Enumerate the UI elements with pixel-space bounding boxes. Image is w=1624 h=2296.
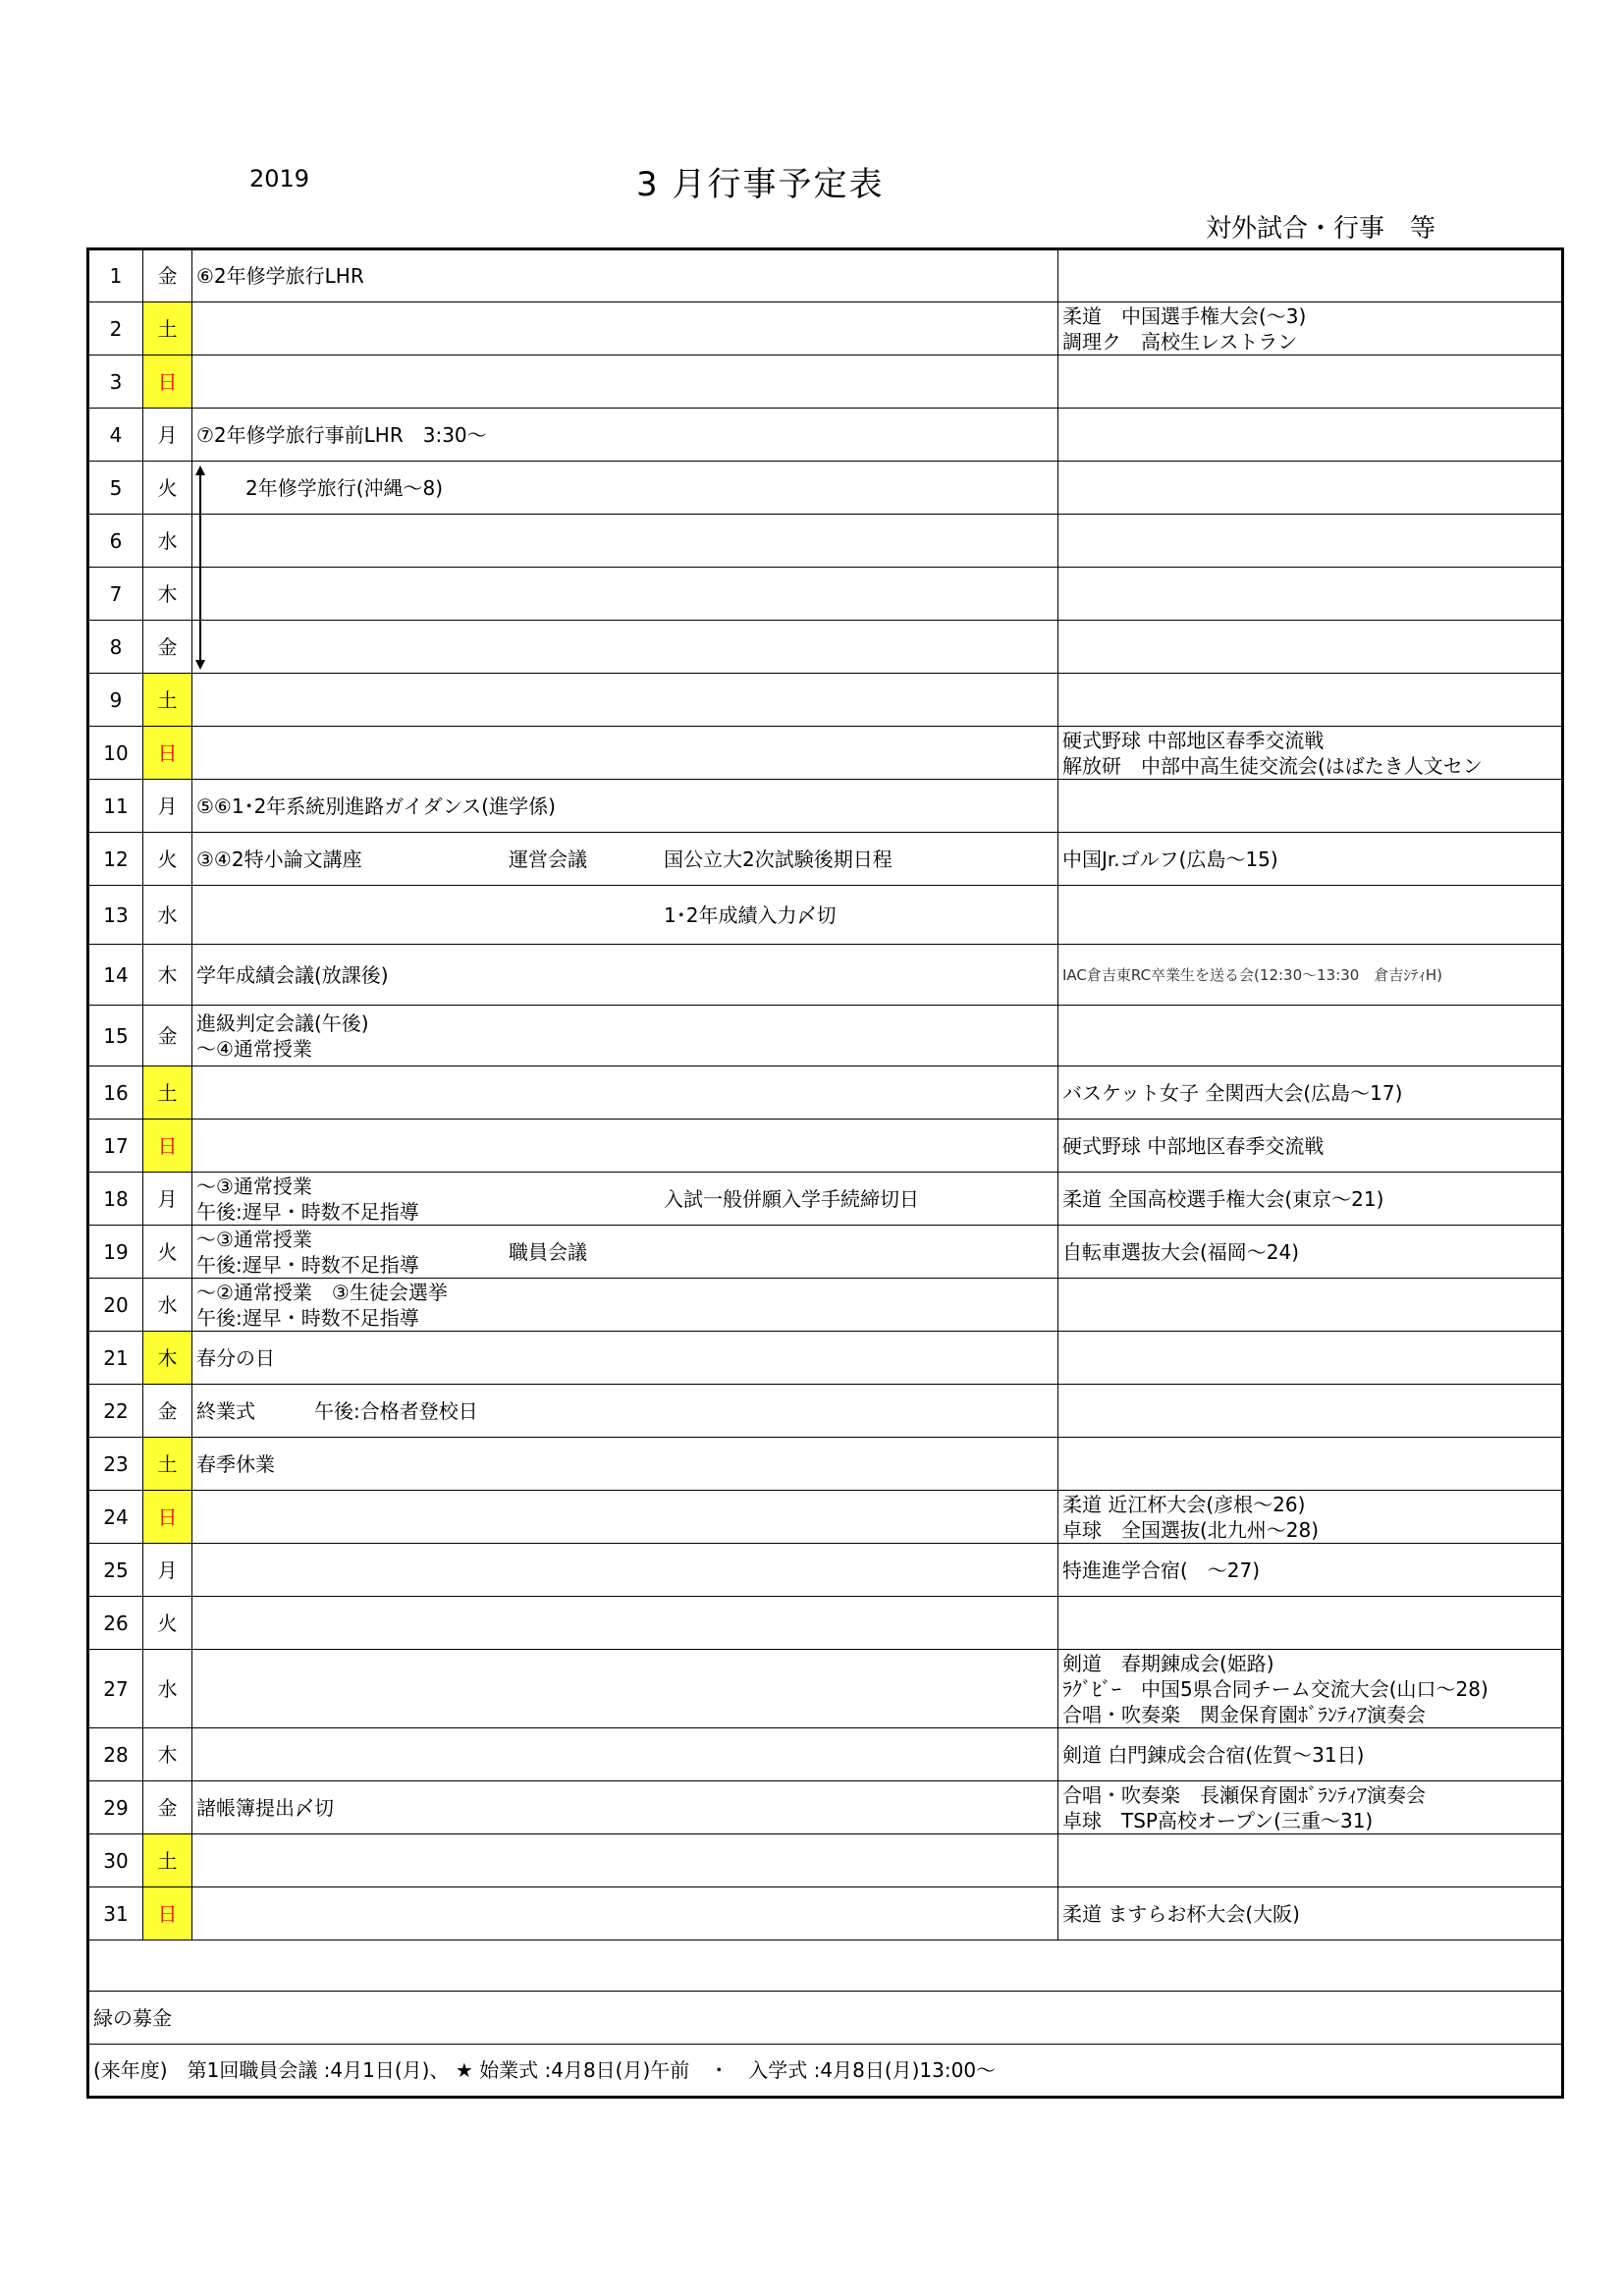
- day-number: 18: [88, 1173, 143, 1226]
- school-events-cell: [192, 515, 1058, 568]
- weekday: 土: [143, 302, 192, 355]
- external-events-cell: [1058, 780, 1563, 833]
- external-events-cell: [1058, 1728, 1563, 1781]
- external-event: 柔道 全国高校選手権大会(東京～21): [1062, 1186, 1384, 1211]
- day-number: 1: [88, 249, 143, 302]
- weekday: 金: [143, 1006, 192, 1066]
- external-event: 卓球 TSP高校オープン(三重～31): [1062, 1808, 1374, 1832]
- external-event: 自転車選抜大会(福岡～24): [1062, 1239, 1300, 1264]
- external-events-cell: [1058, 1597, 1563, 1650]
- day-number: 6: [88, 515, 143, 568]
- external-event: 卓球 全国選抜(北九州～28): [1062, 1517, 1320, 1542]
- green-fund-note: 緑の募金: [88, 1992, 1563, 2045]
- table-row: [88, 1226, 1563, 1279]
- weekday: 日: [143, 1887, 192, 1941]
- school-events-cell: [192, 1728, 1058, 1781]
- school-events-cell: [192, 568, 1058, 621]
- day-number: 29: [88, 1781, 143, 1834]
- school-event: ～③通常授業: [196, 1174, 312, 1198]
- external-events-cell: [1058, 945, 1563, 1006]
- table-row: [88, 1066, 1563, 1120]
- school-event: ⑤⑥1･2年系統別進路ガイダンス(進学係): [196, 793, 556, 818]
- day-number: 4: [88, 409, 143, 462]
- external-events-cell: [1058, 1173, 1563, 1226]
- day-number: 26: [88, 1597, 143, 1650]
- external-events-cell: [1058, 462, 1563, 515]
- weekday: 木: [143, 1728, 192, 1781]
- weekday: 土: [143, 1438, 192, 1491]
- external-event: 合唱・吹奏楽 関金保育園ﾎﾞﾗﾝﾃｨｱ演奏会: [1062, 1702, 1426, 1726]
- school-events-cell: [192, 1006, 1058, 1066]
- table-row: [88, 515, 1563, 568]
- day-number: 17: [88, 1120, 143, 1173]
- table-row: [88, 1650, 1563, 1728]
- table-row: [88, 355, 1563, 409]
- weekday: 土: [143, 1834, 192, 1887]
- school-event: ～③通常授業: [196, 1227, 312, 1251]
- day-number: 5: [88, 462, 143, 515]
- school-events-cell: [192, 1279, 1058, 1332]
- external-event: IAC倉吉東RC卒業生を送る会(12:30～13:30 倉吉ｼﾃｨH): [1062, 965, 1442, 984]
- school-events-cell: [192, 409, 1058, 462]
- school-event: 春季休業: [196, 1451, 275, 1476]
- table-row: [88, 1279, 1563, 1332]
- external-events-cell: [1058, 515, 1563, 568]
- external-events-cell: [1058, 1332, 1563, 1385]
- school-events-cell: [192, 249, 1058, 302]
- external-event: バスケット女子 全関西大会(広島～17): [1062, 1080, 1403, 1105]
- table-row: [88, 945, 1563, 1006]
- school-events-cell: [192, 1332, 1058, 1385]
- weekday: 金: [143, 621, 192, 674]
- weekday: 日: [143, 1120, 192, 1173]
- weekday: 火: [143, 462, 192, 515]
- schedule-footer: [88, 1941, 1563, 2098]
- external-events-cell: [1058, 1438, 1563, 1491]
- day-number: 12: [88, 833, 143, 886]
- weekday: 日: [143, 727, 192, 780]
- school-events-cell: [192, 1544, 1058, 1597]
- school-events-cell: [192, 302, 1058, 355]
- weekday: 月: [143, 1544, 192, 1597]
- external-events-cell: [1058, 727, 1563, 780]
- day-number: 8: [88, 621, 143, 674]
- next-year-note: (来年度) 第1回職員会議 :4月1日(月)、 ★ 始業式 :4月8日(月)午前 ・ 入学式 :4月8日(月)13:00～: [88, 2045, 1563, 2098]
- external-events-cell: [1058, 1279, 1563, 1332]
- day-number: 30: [88, 1834, 143, 1887]
- weekday: 火: [143, 1597, 192, 1650]
- external-events-cell: [1058, 1006, 1563, 1066]
- table-row: [88, 409, 1563, 462]
- day-number: 28: [88, 1728, 143, 1781]
- weekday: 土: [143, 674, 192, 727]
- external-event: 柔道 中国選手権大会(～3): [1062, 303, 1307, 328]
- arrow-head-down: [195, 660, 205, 670]
- school-event: ～②通常授業 ③生徒会選挙: [196, 1280, 448, 1304]
- external-events-cell: [1058, 886, 1563, 945]
- school-events-cell: [192, 1781, 1058, 1834]
- school-event: ③④2特小論文講座: [196, 847, 362, 871]
- table-row: [88, 1491, 1563, 1544]
- day-number: 2: [88, 302, 143, 355]
- weekday: 金: [143, 249, 192, 302]
- school-event: 終業式 午後:合格者登校日: [196, 1398, 478, 1423]
- table-row: [88, 780, 1563, 833]
- weekday: 水: [143, 1279, 192, 1332]
- day-number: 27: [88, 1650, 143, 1728]
- external-events-cell: [1058, 302, 1563, 355]
- table-row: [88, 1120, 1563, 1173]
- weekday: 火: [143, 833, 192, 886]
- external-event: 合唱・吹奏楽 長瀬保育園ﾎﾞﾗﾝﾃｨｱ演奏会: [1062, 1782, 1426, 1807]
- school-event: ⑦2年修学旅行事前LHR 3:30～: [196, 422, 487, 447]
- year-label: 2019: [249, 165, 310, 192]
- school-events-cell: [192, 1385, 1058, 1438]
- day-number: 11: [88, 780, 143, 833]
- table-row: [88, 1385, 1563, 1438]
- table-row: [88, 1887, 1563, 1941]
- table-row: [88, 1597, 1563, 1650]
- schedule-body: [88, 249, 1563, 1941]
- school-event-right: 1･2年成績入力〆切: [664, 902, 837, 927]
- day-number: 3: [88, 355, 143, 409]
- school-events-cell: [192, 727, 1058, 780]
- school-event-right: 入試一般併願入学手続締切日: [664, 1186, 919, 1211]
- weekday: 水: [143, 1650, 192, 1728]
- school-event: 午後:遅早・時数不足指導: [196, 1252, 419, 1277]
- external-events-cell: [1058, 1385, 1563, 1438]
- table-row: [88, 674, 1563, 727]
- table-row: [88, 621, 1563, 674]
- external-events-cell: [1058, 1491, 1563, 1544]
- table-row: [88, 1438, 1563, 1491]
- external-events-cell: [1058, 833, 1563, 886]
- external-events-cell: [1058, 1834, 1563, 1887]
- table-row: [88, 1332, 1563, 1385]
- table-row: [88, 1781, 1563, 1834]
- external-events-cell: [1058, 355, 1563, 409]
- trip-duration-arrow: [192, 465, 208, 670]
- weekday: 木: [143, 1332, 192, 1385]
- day-number: 16: [88, 1066, 143, 1120]
- external-events-cell: [1058, 1781, 1563, 1834]
- school-events-cell: [192, 1173, 1058, 1226]
- external-events-cell: [1058, 1544, 1563, 1597]
- weekday: 月: [143, 780, 192, 833]
- external-events-cell: [1058, 1120, 1563, 1173]
- table-row: [88, 727, 1563, 780]
- external-event: 中国Jr.ゴルフ(広島～15): [1062, 847, 1278, 871]
- school-events-cell: [192, 833, 1058, 886]
- day-number: 31: [88, 1887, 143, 1941]
- page-title: 3 月行事予定表: [636, 165, 885, 204]
- school-event-mid: 職員会議: [509, 1239, 587, 1264]
- day-number: 13: [88, 886, 143, 945]
- school-events-cell: [192, 1226, 1058, 1279]
- day-number: 20: [88, 1279, 143, 1332]
- footer-blank-row: [88, 1941, 1563, 1992]
- school-event: 学年成績会議(放課後): [196, 962, 389, 987]
- school-event: 諸帳簿提出〆切: [196, 1795, 334, 1820]
- external-events-cell: [1058, 621, 1563, 674]
- weekday: 月: [143, 409, 192, 462]
- school-event: 春分の日: [196, 1345, 275, 1370]
- weekday: 土: [143, 1066, 192, 1120]
- table-row: [88, 1728, 1563, 1781]
- external-events-cell: [1058, 1066, 1563, 1120]
- day-number: 7: [88, 568, 143, 621]
- day-number: 25: [88, 1544, 143, 1597]
- external-events-cell: [1058, 568, 1563, 621]
- school-events-cell: [192, 945, 1058, 1006]
- table-row: [88, 462, 1563, 515]
- school-events-cell: [192, 674, 1058, 727]
- day-number: 9: [88, 674, 143, 727]
- table-row: [88, 886, 1563, 945]
- weekday: 木: [143, 945, 192, 1006]
- weekday: 日: [143, 355, 192, 409]
- school-events-cell: [192, 780, 1058, 833]
- weekday: 木: [143, 568, 192, 621]
- school-events-cell: [192, 1597, 1058, 1650]
- external-events-cell: [1058, 1226, 1563, 1279]
- school-event: 午後:遅早・時数不足指導: [196, 1199, 419, 1224]
- external-event: 解放研 中部中高生徒交流会(はばたき人文セン: [1062, 753, 1483, 778]
- external-event: 調理ク 高校生レストラン: [1062, 329, 1298, 354]
- external-event: 硬式野球 中部地区春季交流戦: [1062, 1133, 1325, 1158]
- external-events-cell: [1058, 1650, 1563, 1728]
- day-number: 15: [88, 1006, 143, 1066]
- day-number: 19: [88, 1226, 143, 1279]
- school-event-right: 国公立大2次試験後期日程: [664, 847, 893, 871]
- weekday: 水: [143, 886, 192, 945]
- school-event: 午後:遅早・時数不足指導: [196, 1305, 419, 1330]
- weekday: 日: [143, 1491, 192, 1544]
- school-events-cell: [192, 1650, 1058, 1728]
- day-number: 22: [88, 1385, 143, 1438]
- external-event: ﾗｸﾞﾋﾞｰ 中国5県合同チーム交流大会(山口～28): [1062, 1676, 1489, 1701]
- external-events-cell: [1058, 674, 1563, 727]
- school-events-cell: [192, 1066, 1058, 1120]
- school-events-cell: [192, 1438, 1058, 1491]
- table-row: [88, 1834, 1563, 1887]
- table-row: [88, 833, 1563, 886]
- school-events-cell: [192, 355, 1058, 409]
- day-number: 21: [88, 1332, 143, 1385]
- weekday: 月: [143, 1173, 192, 1226]
- table-row: [88, 1006, 1563, 1066]
- weekday: 水: [143, 515, 192, 568]
- external-event: 硬式野球 中部地区春季交流戦: [1062, 728, 1325, 752]
- school-events-cell: [192, 1887, 1058, 1941]
- external-event: 柔道 ますらお杯大会(大阪): [1062, 1901, 1300, 1926]
- school-events-cell: [192, 1834, 1058, 1887]
- external-event: 剣道 春期錬成会(姫路): [1062, 1651, 1274, 1675]
- school-events-cell: [192, 886, 1058, 945]
- school-event: ⑥2年修学旅行LHR: [196, 264, 364, 288]
- table-row: [88, 568, 1563, 621]
- external-event: 特進進学合宿( ～27): [1062, 1558, 1261, 1582]
- weekday: 火: [143, 1226, 192, 1279]
- day-number: 14: [88, 945, 143, 1006]
- school-events-cell: [192, 1491, 1058, 1544]
- weekday: 金: [143, 1385, 192, 1438]
- day-number: 24: [88, 1491, 143, 1544]
- school-event: 2年修学旅行(沖縄～8): [226, 475, 444, 500]
- school-event-mid: 運営会議: [509, 847, 587, 871]
- external-events-heading: 対外試合・行事 等: [1206, 214, 1436, 244]
- school-events-cell: [192, 462, 1058, 515]
- school-events-cell: [192, 621, 1058, 674]
- table-row: [88, 249, 1563, 302]
- arrow-head-up: [195, 465, 205, 475]
- weekday: 金: [143, 1781, 192, 1834]
- external-events-cell: [1058, 1887, 1563, 1941]
- external-event: 剣道 白門錬成会合宿(佐賀～31日): [1062, 1742, 1365, 1767]
- school-event: ～④通常授業: [196, 1036, 312, 1061]
- schedule-table: [86, 247, 1564, 2099]
- school-events-cell: [192, 1120, 1058, 1173]
- day-number: 10: [88, 727, 143, 780]
- table-row: [88, 302, 1563, 355]
- school-event: 進級判定会議(午後): [196, 1011, 369, 1035]
- day-number: 23: [88, 1438, 143, 1491]
- table-row: [88, 1173, 1563, 1226]
- external-event: 柔道 近江杯大会(彦根～26): [1062, 1492, 1306, 1516]
- external-events-cell: [1058, 249, 1563, 302]
- table-row: [88, 1544, 1563, 1597]
- external-events-cell: [1058, 409, 1563, 462]
